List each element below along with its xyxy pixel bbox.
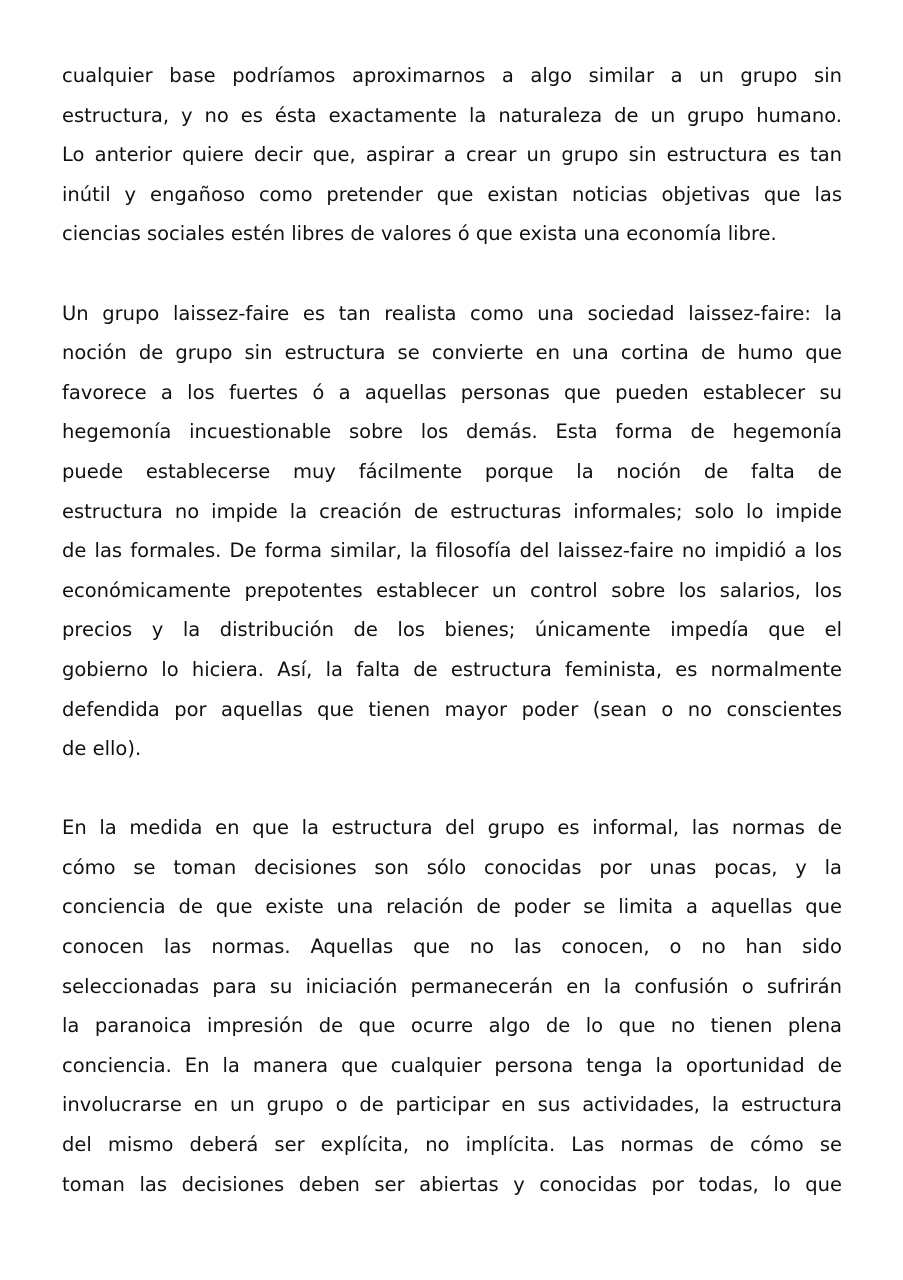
text-line: la paranoica impresión de que ocurre algo de lo que no tienen plena <box>62 1014 842 1038</box>
document-page <box>62 56 842 1244</box>
text-line: En la medida en que la estructura del grupo es informal, las normas de <box>62 816 842 840</box>
text-line: puede establecerse muy fácilmente porque la noción de falta de <box>62 459 842 483</box>
text-line: inútil y engañoso como pretender que existan noticias objetivas que las <box>62 182 842 206</box>
text-line: favorece a los fuertes ó a aquellas personas que pueden establecer su <box>62 380 842 404</box>
text-line: gobierno lo hiciera. Así, la falta de estructura feminista, es normalmente <box>62 657 842 681</box>
text-line: Un grupo laissez-faire es tan realista como una sociedad laissez-faire: la <box>62 301 842 325</box>
text-line: Lo anterior quiere decir que, aspirar a crear un grupo sin estructura es tan <box>62 143 842 167</box>
text-line: hegemonía incuestionable sobre los demás. Esta forma de hegemonía <box>62 420 842 444</box>
text-line: económicamente prepotentes establecer un control sobre los salarios, los <box>62 578 842 602</box>
text-line: cualquier base podríamos aproximarnos a algo similar a un grupo sin <box>62 64 842 87</box>
text-line: defendida por aquellas que tienen mayor poder (sean o no conscientes <box>62 697 842 721</box>
text-line: estructura no impide la creación de estructuras informales; solo lo impide <box>62 499 842 523</box>
text-line: precios y la distribución de los bienes; únicamente impedía que el <box>62 618 842 642</box>
text-line: seleccionadas para su iniciación permanecerán en la confusión o sufrirán <box>62 974 842 998</box>
text-line: toman las decisiones deben ser abiertas y conocidas por todas, lo que <box>62 1172 842 1196</box>
text-line: de las formales. De forma similar, la filosofía del laissez-faire no impidió a los <box>62 539 842 563</box>
text-line: cómo se toman decisiones son sólo conocidas por unas pocas, y la <box>62 855 842 879</box>
text-line: conocen las normas. Aquellas que no las conocen, o no han sido <box>62 935 842 959</box>
paragraph-2 <box>62 294 842 769</box>
text-line: de ello). <box>62 737 142 761</box>
paragraph-3 <box>62 808 842 1204</box>
text-line: estructura, y no es ésta exactamente la naturaleza de un grupo humano. <box>62 103 842 127</box>
text-line: involucrarse en un grupo o de participar en sus actividades, la estructura <box>62 1093 842 1117</box>
text-line: del mismo deberá ser explícita, no implícita. Las normas de cómo se <box>62 1133 842 1157</box>
paragraph-1 <box>62 56 842 254</box>
text-line: conciencia. En la manera que cualquier persona tenga la oportunidad de <box>62 1053 842 1077</box>
text-line: ciencias sociales estén libres de valores ó que exista una economía libre. <box>62 222 777 246</box>
text-line: noción de grupo sin estructura se convierte en una cortina de humo que <box>62 341 842 365</box>
text-line: conciencia de que existe una relación de poder se limita a aquellas que <box>62 895 842 919</box>
